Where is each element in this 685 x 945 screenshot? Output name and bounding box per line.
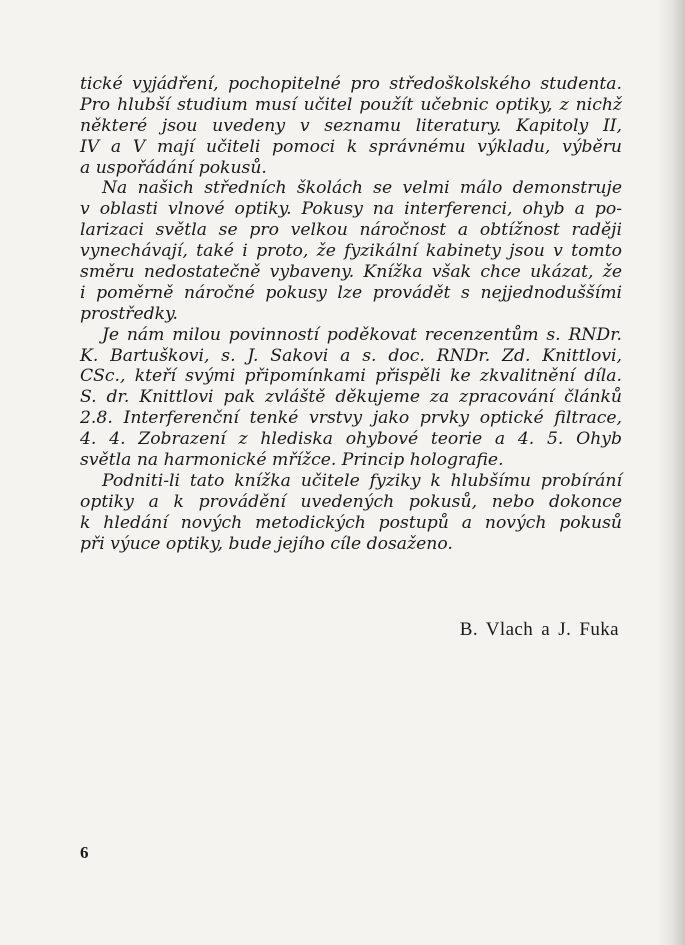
paragraph: [80, 178, 622, 324]
text-line: 4. 4. Zobrazení z hlediska ohybové teorie a 4. 5. Ohyb: [80, 429, 622, 450]
text-line: IV a V mají učiteli pomoci k správnému výkladu, výběru: [80, 136, 622, 157]
text-line: K. Bartuškovi, s. J. Sakovi a s. doc. RNDr. Zd. Knittlovi,: [80, 345, 622, 366]
text-line: některé jsou uvedeny v seznamu literatury. Kapitoly II,: [80, 115, 622, 136]
author-signature: B. Vlach a J. Fuka: [459, 619, 619, 640]
text-line: Pro hlubší studium musí učitel použít učebnic optiky, z nichž: [80, 94, 622, 115]
text-line: CSc., kteří svými připomínkami přispěli ke zkvalitnění díla.: [80, 366, 622, 387]
text-line: směru nedostatečně vybaveny. Knížka však chce ukázat, že: [80, 262, 622, 283]
text-line: larizaci světla se pro velkou náročnost a obtížnost raději: [80, 220, 622, 241]
page-edge-shadow: [657, 0, 685, 945]
text-line: vynechávají, také i proto, že fyzikální kabinety jsou v tomto: [80, 241, 622, 262]
text-line: k hledání nových metodických postupů a nových pokusů: [80, 512, 622, 533]
text-line: tické vyjádření, pochopitelné pro středoškolského studenta.: [80, 74, 622, 94]
text-line: Na našich středních školách se velmi málo demonstruje: [102, 178, 622, 199]
text-line: i poměrně náročné pokusy lze provádět s nejjednoduššími: [80, 282, 622, 303]
paragraph: [80, 471, 622, 555]
paragraph: [80, 74, 622, 178]
body-text: [80, 74, 622, 554]
text-line: při výuce optiky, bude jejího cíle dosaženo.: [80, 533, 453, 554]
text-line: Podniti-li tato knížka učitele fyziky k hlubšímu probírání: [102, 470, 622, 491]
text-line: prostředky.: [80, 303, 178, 324]
text-line: S. dr. Knittlovi pak zvláště děkujeme za zpracování článků: [80, 387, 622, 408]
text-line: Je nám milou povinností poděkovat recenzentům s. RNDr.: [102, 324, 622, 345]
page-number: 6: [80, 843, 89, 862]
text-line: 2.8. Interferenční tenké vrstvy jako prvky optické filtrace,: [80, 408, 622, 429]
text-line: a uspořádání pokusů.: [80, 157, 267, 178]
paragraph: [80, 325, 622, 471]
text-line: optiky a k provádění uvedených pokusů, nebo dokonce: [80, 491, 622, 512]
text-line: v oblasti vlnové optiky. Pokusy na interferenci, ohyb a po-: [80, 199, 622, 220]
text-line: světla na harmonické mřížce. Princip holografie.: [80, 450, 504, 471]
